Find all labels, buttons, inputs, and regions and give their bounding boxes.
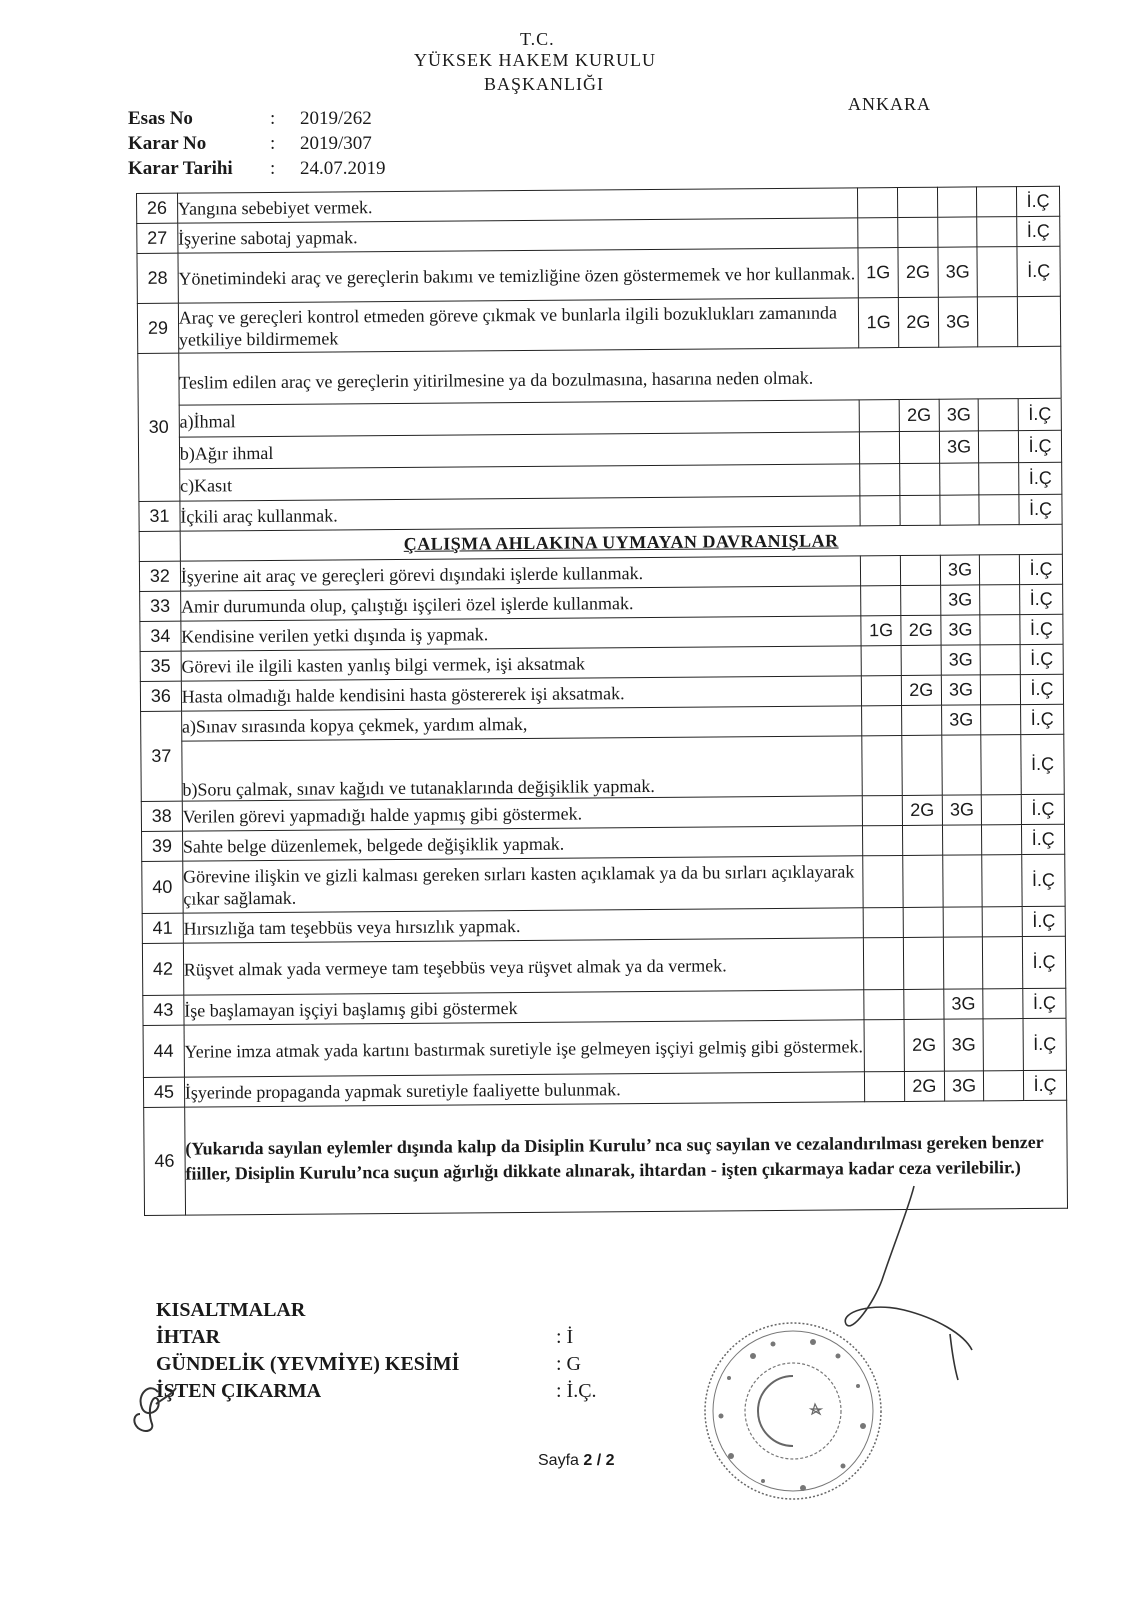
row-text: Yangına sebebiyet vermek. <box>177 188 858 223</box>
penalty-3g: 3G <box>938 247 978 297</box>
penalty-ic: İ.Ç <box>1021 794 1064 824</box>
penalty-ic: İ.Ç <box>1021 734 1064 794</box>
penalty-2g: 2G <box>901 675 941 705</box>
abbreviation-label: İHTAR <box>156 1326 221 1348</box>
penalty-2g: 2G <box>904 1019 944 1071</box>
row-number: 36 <box>140 681 181 711</box>
abbreviation-value: : İ <box>556 1326 574 1348</box>
row-text: b)Ağır ihmal <box>179 432 860 469</box>
row-number: 38 <box>141 801 182 831</box>
penalty-3g: 3G <box>941 675 981 705</box>
row-text: Görevi ile ilgili kasten yanlış bilgi vermek, işi aksatmak <box>181 646 862 681</box>
penalty-ic: İ.Ç <box>1019 430 1062 462</box>
penalty-2g: 2G <box>899 399 939 431</box>
penalty-3g: 3G <box>941 645 981 675</box>
case-meta <box>128 106 386 181</box>
table-row <box>138 346 1061 405</box>
abbreviations <box>156 1297 597 1405</box>
row-number: 27 <box>137 223 178 253</box>
meta-value: 24.07.2019 <box>300 158 386 179</box>
penalty-ic: İ.Ç <box>1022 854 1065 906</box>
meta-value: 2019/262 <box>300 108 372 129</box>
row-text: Sahte belge düzenlemek, belgede değişiklik yapmak. <box>182 826 863 861</box>
abbreviations-title: KISALTMALAR <box>156 1299 306 1321</box>
penalty-ic: İ.Ç <box>1017 216 1060 246</box>
abbreviation-item <box>156 1351 597 1378</box>
penalty-ic: İ.Ç <box>1023 1018 1066 1070</box>
row-number: 29 <box>137 303 178 353</box>
meta-sep: : <box>270 158 276 179</box>
table-row <box>137 296 1060 353</box>
header-institution: YÜKSEK HAKEM KURULU <box>414 50 656 70</box>
abbreviation-item <box>156 1378 597 1405</box>
page-label: Sayfa <box>538 1452 579 1469</box>
penalty-2g: 2G <box>898 297 938 347</box>
table-row <box>141 734 1064 801</box>
penalty-ic: İ.Ç <box>1017 246 1060 296</box>
abbreviation-value: : İ.Ç. <box>556 1380 597 1402</box>
row-text: Hırsızlığa tam teşebbüs veya hırsızlık yapmak. <box>183 908 864 943</box>
penalty-ic: İ.Ç <box>1019 554 1062 584</box>
meta-row <box>128 156 386 181</box>
row-text: Yönetimindeki araç ve gereçlerin bakımı ve temizliğine özen göstermemek ve hor kullanmak. <box>178 248 859 303</box>
row-number: 30 <box>138 353 180 501</box>
table-row <box>143 1018 1066 1077</box>
row-number: 40 <box>142 861 183 913</box>
penalty-ic: İ.Ç <box>1020 584 1063 614</box>
penalty-1g: 1G <box>859 298 899 348</box>
row-text: Verilen görevi yapmadığı halde yapmış gibi göstermek. <box>182 796 863 831</box>
penalty-3g: 3G <box>940 585 980 615</box>
abbreviation-value: : G <box>556 1353 581 1375</box>
header-tc: T.C. <box>520 29 555 49</box>
page-total: 2 <box>605 1452 615 1469</box>
row-text: Yerine imza atmak yada kartını bastırmak suretiyle işe gelmeyen işçiyi gelmiş gibi göstermek. <box>184 1020 865 1077</box>
discipline-table <box>136 186 1068 1216</box>
page-current: 2 <box>583 1452 593 1469</box>
initials-signature <box>128 1378 180 1436</box>
table-row <box>142 854 1065 913</box>
penalty-ic: İ.Ç <box>1019 462 1062 494</box>
penalty-3g: 3G <box>941 615 981 645</box>
penalty-3g: 3G <box>944 1071 984 1101</box>
meta-label: Karar Tarihi <box>128 158 233 179</box>
table-row <box>137 246 1060 303</box>
row-number: 45 <box>143 1077 184 1107</box>
city: ANKARA <box>848 94 932 114</box>
penalty-ic: İ.Ç <box>1018 398 1061 430</box>
penalty-ic: İ.Ç <box>1022 936 1065 988</box>
page-separator: / <box>596 1452 602 1469</box>
penalty-ic: İ.Ç <box>1020 614 1063 644</box>
row-text: Rüşvet almak yada vermeye tam teşebbüs veya rüşvet almak ya da vermek. <box>183 938 864 995</box>
official-seal <box>693 1316 893 1506</box>
penalty-2g: 2G <box>902 795 942 825</box>
row-number: 37 <box>141 711 182 801</box>
row-number: 26 <box>137 193 178 223</box>
abbreviation-label: GÜNDELİK (YEVMİYE) KESİMİ <box>156 1353 460 1375</box>
row-text: Amir durumunda olup, çalıştığı işçileri özel işlerde kullanmak. <box>180 586 861 621</box>
abbreviation-label: İŞTEN ÇIKARMA <box>156 1380 322 1402</box>
row-number: 34 <box>140 621 181 651</box>
row-text: b)Soru çalmak, sınav kağıdı ve tutanaklarında değişiklik yapmak. <box>182 736 863 801</box>
section-heading: ÇALIŞMA AHLAKINA UYMAYAN DAVRANIŞLAR <box>180 524 1062 561</box>
penalty-3g: 3G <box>944 1019 984 1071</box>
meta-row <box>128 106 386 131</box>
penalty-ic: İ.Ç <box>1022 906 1065 936</box>
row-text: İçkili araç kullanmak. <box>180 496 861 531</box>
row-text: Araç ve gereçleri kontrol etmeden göreve çıkmak ve bunlarla ilgili bozuklukları zamanında yetkiliye bildirmemek <box>178 298 859 353</box>
penalty-3g: 3G <box>940 555 980 585</box>
table-row <box>142 936 1065 995</box>
penalty-3g: 3G <box>939 399 979 431</box>
penalty-ic: İ.Ç <box>1021 704 1064 734</box>
penalty-ic: İ.Ç <box>1024 1070 1067 1100</box>
row-number: 44 <box>143 1025 184 1077</box>
penalty-2g: 2G <box>904 1071 944 1101</box>
row-number: 46 <box>144 1107 186 1215</box>
penalty-1g: 1G <box>861 616 901 646</box>
row-text: İşe başlamayan işçiyi başlamış gibi göstermek <box>184 990 865 1025</box>
row-number: 35 <box>140 651 181 681</box>
header-presidency: BAŞKANLIĞI <box>484 74 604 94</box>
row-number: 43 <box>143 995 184 1025</box>
row-number: 42 <box>142 943 183 995</box>
row-text: Görevine ilişkin ve gizli kalması gereken sırları kasten açıklamak ya da bu sırları açıklayarak çıkar sağlamak. <box>183 856 864 913</box>
row-number: 28 <box>137 253 178 303</box>
penalty-3g: 3G <box>942 795 982 825</box>
row-number: 41 <box>142 913 183 943</box>
penalty-ic: İ.Ç <box>1019 494 1062 524</box>
row-number: 39 <box>142 831 183 861</box>
row-number: 33 <box>140 591 181 621</box>
row-text: c)Kasıt <box>179 464 860 501</box>
row-number: 31 <box>139 501 180 531</box>
row-number: 32 <box>139 561 180 591</box>
penalty-ic: İ.Ç <box>1020 644 1063 674</box>
meta-label: Karar No <box>128 133 207 154</box>
row-text: İşyerine sabotaj yapmak. <box>178 218 859 253</box>
penalty-ic: İ.Ç <box>1022 824 1065 854</box>
row-text: İşyerine ait araç ve gereçleri görevi dışındaki işlerde kullanmak. <box>180 556 861 591</box>
meta-sep: : <box>270 108 276 129</box>
penalty-3g: 3G <box>938 297 978 347</box>
page-number <box>538 1452 615 1470</box>
row-text: a)Sınav sırasında kopya çekmek, yardım almak, <box>181 706 862 741</box>
penalty-ic: İ.Ç <box>1017 186 1060 216</box>
row-text: Hasta olmadığı halde kendisini hasta göstererek işi aksatmak. <box>181 676 862 711</box>
penalty-1g: 1G <box>858 248 898 298</box>
row-text: Kendisine verilen yetki dışında iş yapmak. <box>181 616 862 651</box>
row-text: İşyerinde propaganda yapmak suretiyle faaliyette bulunmak. <box>184 1072 865 1107</box>
penalty-ic: İ.Ç <box>1020 674 1063 704</box>
meta-row <box>128 131 386 156</box>
penalty-2g: 2G <box>901 615 941 645</box>
row-text: (Yukarıda sayılan eylemler dışında kalıp da Disiplin Kurulu’ nca suç sayılan ve cezalandırılması gereken benzer fiiller, Disiplin Kurulu’nca suçun ağırlığı dikkate alınarak, ihtardan - işten çıkarmaya kadar ceza verilebilir.) <box>184 1100 1067 1215</box>
penalty-3g: 3G <box>943 989 983 1019</box>
abbreviation-item <box>156 1324 597 1351</box>
row-text: Teslim edilen araç ve gereçlerin yitirilmesine ya da bozulmasına, hasarına neden olmak. <box>179 346 1062 405</box>
penalty-3g: 3G <box>941 705 981 735</box>
meta-value: 2019/307 <box>300 133 372 154</box>
penalty-3g: 3G <box>939 431 979 463</box>
meta-sep: : <box>270 133 276 154</box>
row-text: a)İhmal <box>179 400 860 437</box>
meta-label: Esas No <box>128 108 193 129</box>
penalty-2g: 2G <box>898 247 938 297</box>
penalty-ic: İ.Ç <box>1023 988 1066 1018</box>
